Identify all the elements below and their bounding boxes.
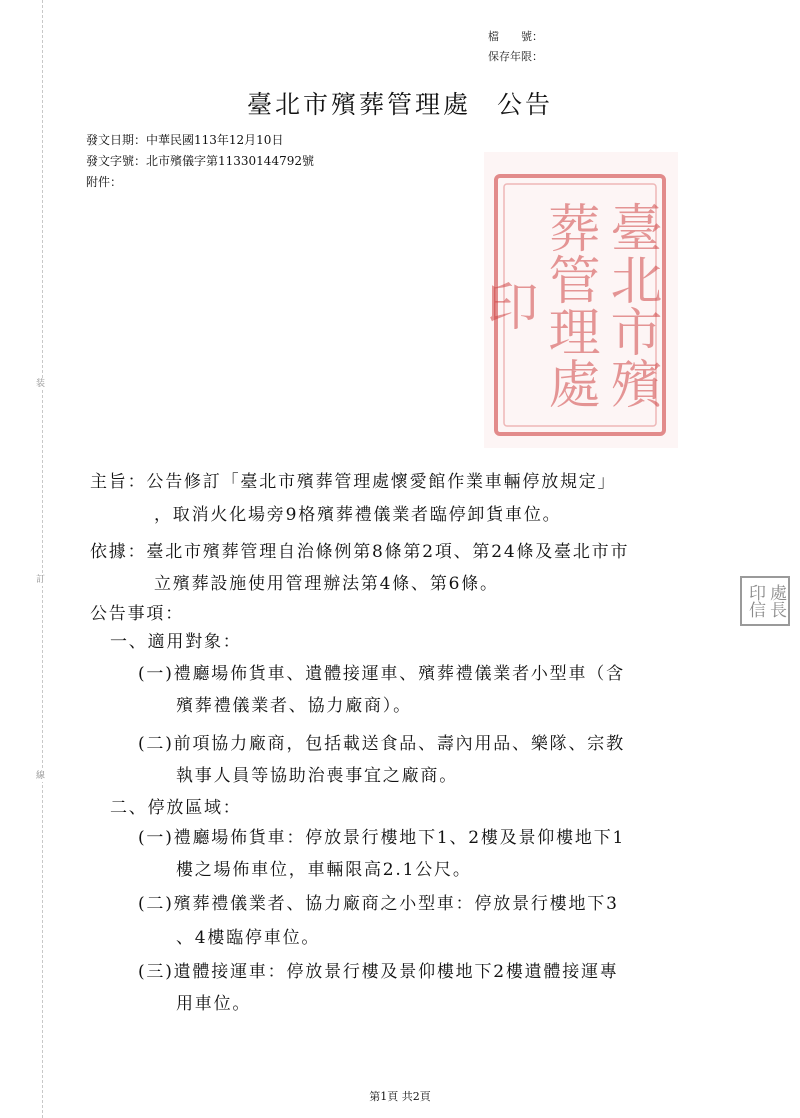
section-1-title: 一、適用對象： [110, 632, 242, 652]
binding-mark-zhuang: 装 [36, 379, 46, 389]
binding-mark-xian: 線 [36, 771, 46, 781]
section-2-item-3-line-2: 用車位。 [176, 994, 252, 1014]
section-2-item-2-line-2: 、4樓臨停車位。 [176, 928, 321, 948]
section-2-item-1-line-1: (一)禮廳場佈貨車：停放景行樓地下1、2樓及景仰樓地下1 [138, 828, 626, 848]
section-1-item-2-line-1: (二)前項協力廠商，包括載送食品、壽內用品、樂隊、宗教 [138, 734, 625, 754]
section-2-item-1-line-2: 樓之場佈車位，車輛限高2.1公尺。 [176, 860, 472, 880]
section-1-item-1-line-1: (一)禮廳場佈貨車、遺體接運車、殯葬禮儀業者小型車（含 [138, 664, 625, 684]
announcement-items-heading: 公告事項： [90, 604, 184, 624]
page-number: 第1頁 共2頁 [369, 1090, 431, 1103]
basis-line-1: 依據：臺北市殯葬管理自治條例第8條第2項、第24條及臺北市市 [90, 542, 630, 562]
section-2-item-2-line-1: (二)殯葬禮儀業者、協力廠商之小型車：停放景行樓地下3 [138, 894, 619, 914]
section-1-item-2-line-2: 執事人員等協助治喪事宜之廠商。 [176, 766, 458, 786]
small-seal-text: 處長印信 [745, 584, 786, 618]
issue-date: 發文日期：中華民國113年12月10日 [86, 133, 284, 147]
seal-text: 臺北市殯葬管理處印 [477, 201, 661, 409]
title-org: 臺北市殯葬管理處 [246, 90, 471, 119]
section-2-item-3-line-1: (三)遺體接運車：停放景行樓及景仰樓地下2樓遺體接運專 [138, 962, 619, 982]
binding-mark-ding: 訂 [36, 575, 46, 585]
file-number-label: 檔 號： [488, 30, 543, 43]
document-number: 發文字號：北市殯儀字第11330144792號 [86, 154, 314, 168]
subject-line-2: ，取消火化場旁9格殯葬禮儀業者臨停卸貨車位。 [154, 505, 562, 525]
subject-line-1: 主旨：公告修訂「臺北市殯葬管理處懷愛館作業車輛停放規定」 [90, 472, 617, 492]
binding-line [42, 0, 43, 1118]
section-1-item-1-line-2: 殯葬禮儀業者、協力廠商）。 [176, 696, 412, 716]
section-2-title: 二、停放區域： [110, 798, 242, 818]
basis-line-2: 立殯葬設施使用管理辦法第4條、第6條。 [154, 574, 499, 594]
page-title [0, 90, 800, 120]
retention-period-label: 保存年限： [488, 50, 543, 63]
attachment-label: 附件： [86, 175, 123, 189]
title-kind: 公告 [497, 90, 554, 119]
